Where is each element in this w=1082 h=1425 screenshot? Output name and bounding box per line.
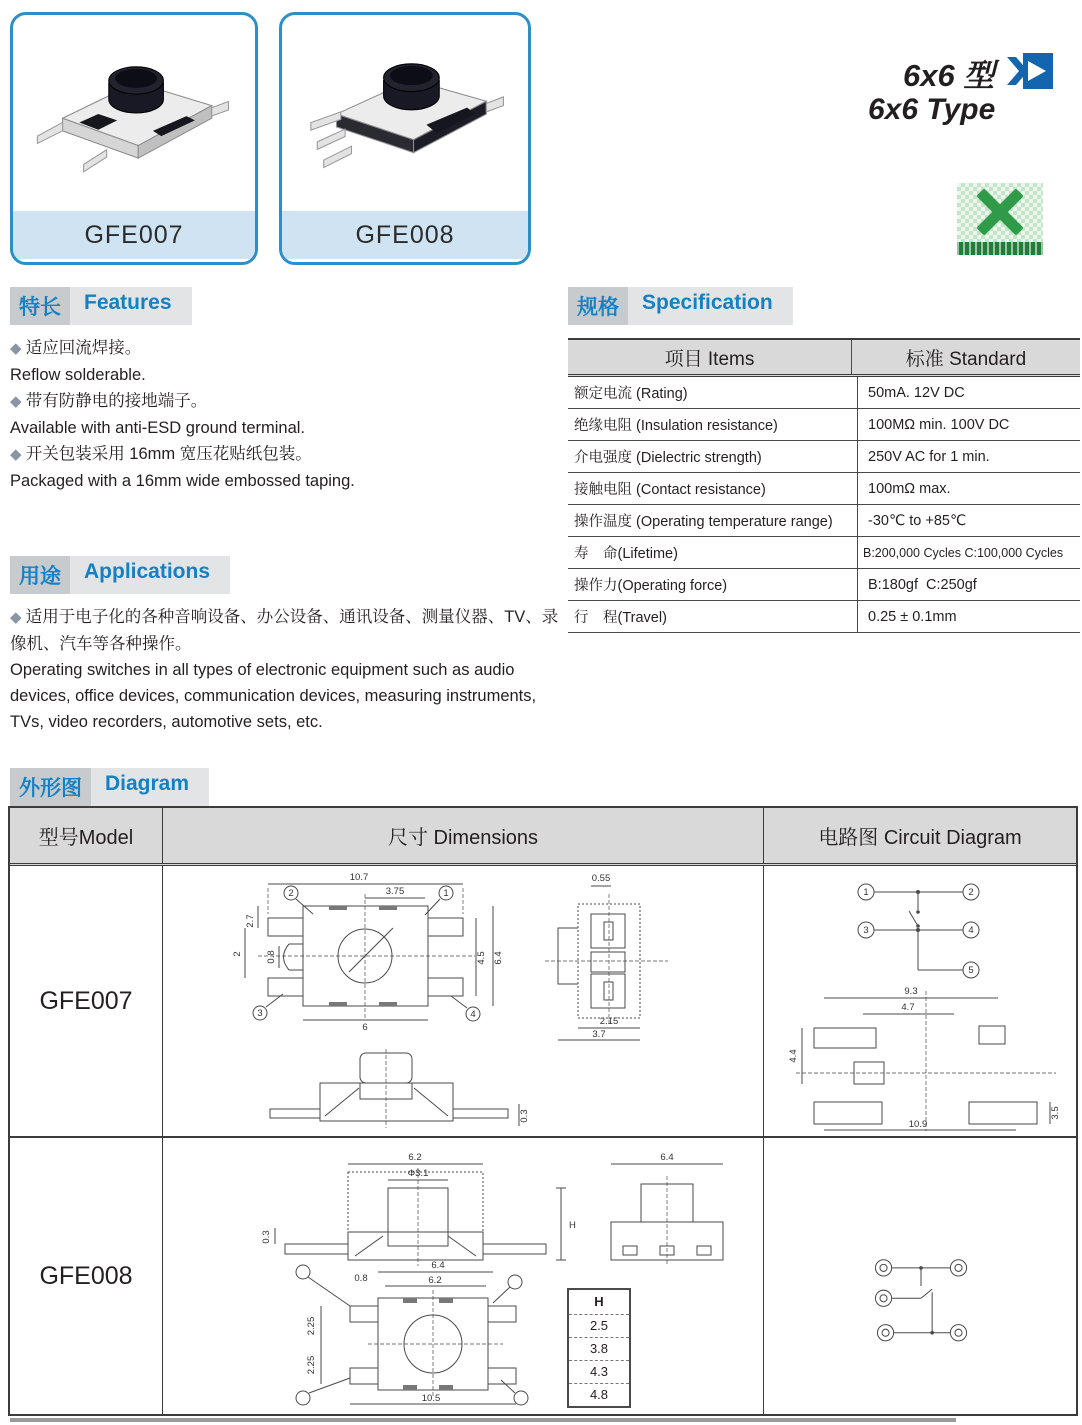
spec-item: 行 程(Travel) xyxy=(568,601,858,632)
section-title-en: Specification xyxy=(628,287,793,325)
page-footer-rule xyxy=(10,1418,956,1422)
applications-header xyxy=(10,556,230,594)
feature-item-en: Available with anti-ESD ground terminal. xyxy=(10,419,306,437)
gfe008-dimensions-drawing xyxy=(163,1138,764,1414)
dim-label: 0.8 xyxy=(266,950,277,964)
section-title-cn: 特长 xyxy=(10,287,70,325)
table-row-gfe008 xyxy=(10,1138,1076,1414)
switch-illustration xyxy=(29,28,239,198)
dim-label: 6.2 xyxy=(408,1152,422,1163)
gfe007-circuit-svg xyxy=(764,866,1076,1136)
applications-section xyxy=(10,556,566,735)
spec-item: 操作温度 (Operating temperature range) xyxy=(568,505,858,536)
dim-label: 3.7 xyxy=(592,1029,606,1040)
feature-item-en: Packaged with a 16mm wide embossed taping. xyxy=(10,472,355,490)
spec-row xyxy=(568,569,1080,601)
section-title-en: Features xyxy=(70,287,192,325)
gfe007-dimension-svg xyxy=(163,866,763,1136)
spec-value: 50mA. 12V DC xyxy=(868,384,965,401)
spec-value: B:200,000 Cycles C:100,000 Cycles xyxy=(863,545,1064,560)
dim-label: 4.5 xyxy=(476,951,487,965)
section-title-cn: 规格 xyxy=(568,287,628,325)
dim-label: 9.3 xyxy=(904,986,918,997)
spec-row xyxy=(568,601,1080,633)
balloon-label: 2 xyxy=(288,888,294,899)
h-table-value: 4.8 xyxy=(569,1383,629,1406)
spec-row xyxy=(568,537,1080,569)
spec-row xyxy=(568,473,1080,505)
feature-item-cn: ◆ 开关包装采用 16mm 宽压花贴纸包装。 xyxy=(10,441,558,468)
balloon-label: 1 xyxy=(443,888,449,899)
dim-label: 2 xyxy=(232,951,243,957)
features-section xyxy=(10,287,558,494)
dim-label: 6 xyxy=(362,1022,368,1033)
gfe007-circuit-drawing xyxy=(764,866,1076,1136)
h-table-header: H xyxy=(594,1294,604,1309)
dim-label: 10.9 xyxy=(908,1119,928,1130)
product-label: GFE008 xyxy=(282,211,528,259)
h-table-value: 3.8 xyxy=(569,1337,629,1360)
spec-item: 寿 命(Lifetime) xyxy=(568,537,858,568)
series-title-en: 6x6 Type xyxy=(868,93,996,126)
dim-label: 10.7 xyxy=(349,872,369,883)
section-title-en: Diagram xyxy=(91,768,209,806)
dim-label: 10.5 xyxy=(421,1393,441,1404)
feature-item-en: Reflow solderable. xyxy=(10,366,146,384)
spec-row xyxy=(568,409,1080,441)
dim-label: 0.55 xyxy=(591,873,611,884)
h-table-value: 4.3 xyxy=(569,1360,629,1383)
specification-table xyxy=(568,338,1080,633)
dim-label: 2.25 xyxy=(306,1355,317,1375)
dim-label: 2.7 xyxy=(245,914,256,928)
product-label: GFE007 xyxy=(13,211,255,259)
terminal-label: 3 xyxy=(863,925,869,936)
spec-row xyxy=(568,441,1080,473)
applications-cn: ◆ 适用于电子化的各种音响设备、办公设备、通讯设备、测量仪器、TV、录像机、汽车等各种操作。 xyxy=(10,604,566,657)
applications-text xyxy=(10,604,566,735)
spec-item: 操作力(Operating force) xyxy=(568,569,858,600)
specification-header xyxy=(568,287,793,325)
balloon-label: 3 xyxy=(257,1008,263,1019)
dim-label: 3.5 xyxy=(1050,1106,1061,1120)
diagram-table-header xyxy=(10,808,1076,866)
product-image-gfe007 xyxy=(13,15,255,211)
dim-label: 3.75 xyxy=(385,886,405,897)
spec-value: -30℃ to +85℃ xyxy=(868,512,967,529)
model-cell: GFE008 xyxy=(10,1138,163,1414)
dim-label: 4.4 xyxy=(788,1049,799,1063)
spec-row xyxy=(568,505,1080,537)
section-title-en: Applications xyxy=(70,556,230,594)
spec-value: B:180gf C:250gf xyxy=(868,576,977,593)
gfe008-circuit-drawing xyxy=(764,1138,1076,1414)
col-model: 型号Model xyxy=(10,808,163,863)
dim-label: 0.3 xyxy=(261,1230,272,1244)
balloon-label: 4 xyxy=(470,1009,476,1020)
applications-en: Operating switches in all types of electronic equipment such as audio devices, office devices, communication devices, measuring instruments, TVs, video recorders, automotive sets, etc. xyxy=(10,661,537,731)
product-image-gfe008 xyxy=(282,15,528,211)
dim-label: 2.25 xyxy=(306,1316,317,1336)
dim-label: 2.15 xyxy=(599,1016,619,1027)
feature-item-cn: ◆ 适应回流焊接。 xyxy=(10,335,558,362)
h-dimension-table xyxy=(567,1288,631,1408)
model-cell: GFE007 xyxy=(10,866,163,1136)
terminal-label: 5 xyxy=(968,965,974,976)
terminal-label: 1 xyxy=(863,887,869,898)
features-list xyxy=(10,335,558,494)
gfe007-dimensions-drawing xyxy=(163,866,764,1136)
h-table-value: 2.5 xyxy=(569,1314,629,1337)
dim-label: 0.8 xyxy=(354,1273,368,1284)
spec-header-row xyxy=(568,340,1080,377)
eco-mark-icon xyxy=(957,183,1043,255)
dim-label: 6.4 xyxy=(493,951,504,965)
spec-value: 100mΩ max. xyxy=(868,480,951,497)
spec-item: 绝缘电阻 (Insulation resistance) xyxy=(568,409,858,440)
gfe008-dimension-svg xyxy=(163,1138,763,1414)
product-card-gfe008 xyxy=(279,12,531,265)
diagram-table xyxy=(8,806,1078,1416)
spec-value: 100MΩ min. 100V DC xyxy=(868,416,1010,433)
arrow-icon xyxy=(1007,52,1053,95)
diagram-header xyxy=(10,768,209,806)
dim-label: 6.4 xyxy=(431,1260,445,1271)
dim-label: 6.2 xyxy=(428,1275,442,1286)
product-card-gfe007 xyxy=(10,12,258,265)
terminal-label: 2 xyxy=(968,887,974,898)
dim-label: 4.7 xyxy=(901,1002,915,1013)
series-title-cn: 6x6 型 xyxy=(903,58,995,93)
spec-col-items: 项目 Items xyxy=(568,340,852,374)
spec-row xyxy=(568,377,1080,409)
terminal-label: 4 xyxy=(968,925,974,936)
spec-item: 接触电阻 (Contact resistance) xyxy=(568,473,858,504)
gfe008-circuit-svg xyxy=(764,1138,1076,1414)
spec-value: 0.25 ± 0.1mm xyxy=(868,608,957,625)
dim-label: 6.4 xyxy=(660,1152,674,1163)
table-row-gfe007 xyxy=(10,866,1076,1138)
switch-illustration xyxy=(298,28,512,198)
features-header xyxy=(10,287,192,325)
col-circuit: 电路图 Circuit Diagram xyxy=(818,827,1022,849)
dim-label: H xyxy=(569,1220,576,1231)
feature-item-cn: ◆ 带有防静电的接地端子。 xyxy=(10,388,558,415)
spec-col-standard: 标准 Standard xyxy=(905,348,1027,370)
eco-mark-caption-bar xyxy=(957,242,1043,255)
section-title-cn: 用途 xyxy=(10,556,70,594)
dim-label: 0.3 xyxy=(519,1109,530,1123)
specification-section xyxy=(568,287,1080,633)
spec-value: 250V AC for 1 min. xyxy=(868,448,990,465)
spec-item: 介电强度 (Dielectric strength) xyxy=(568,441,858,472)
col-dimensions: 尺寸 Dimensions xyxy=(163,808,764,863)
section-title-cn: 外形图 xyxy=(10,768,91,806)
dim-label: Φ3.1 xyxy=(407,1168,429,1179)
spec-item: 额定电流 (Rating) xyxy=(568,377,858,408)
